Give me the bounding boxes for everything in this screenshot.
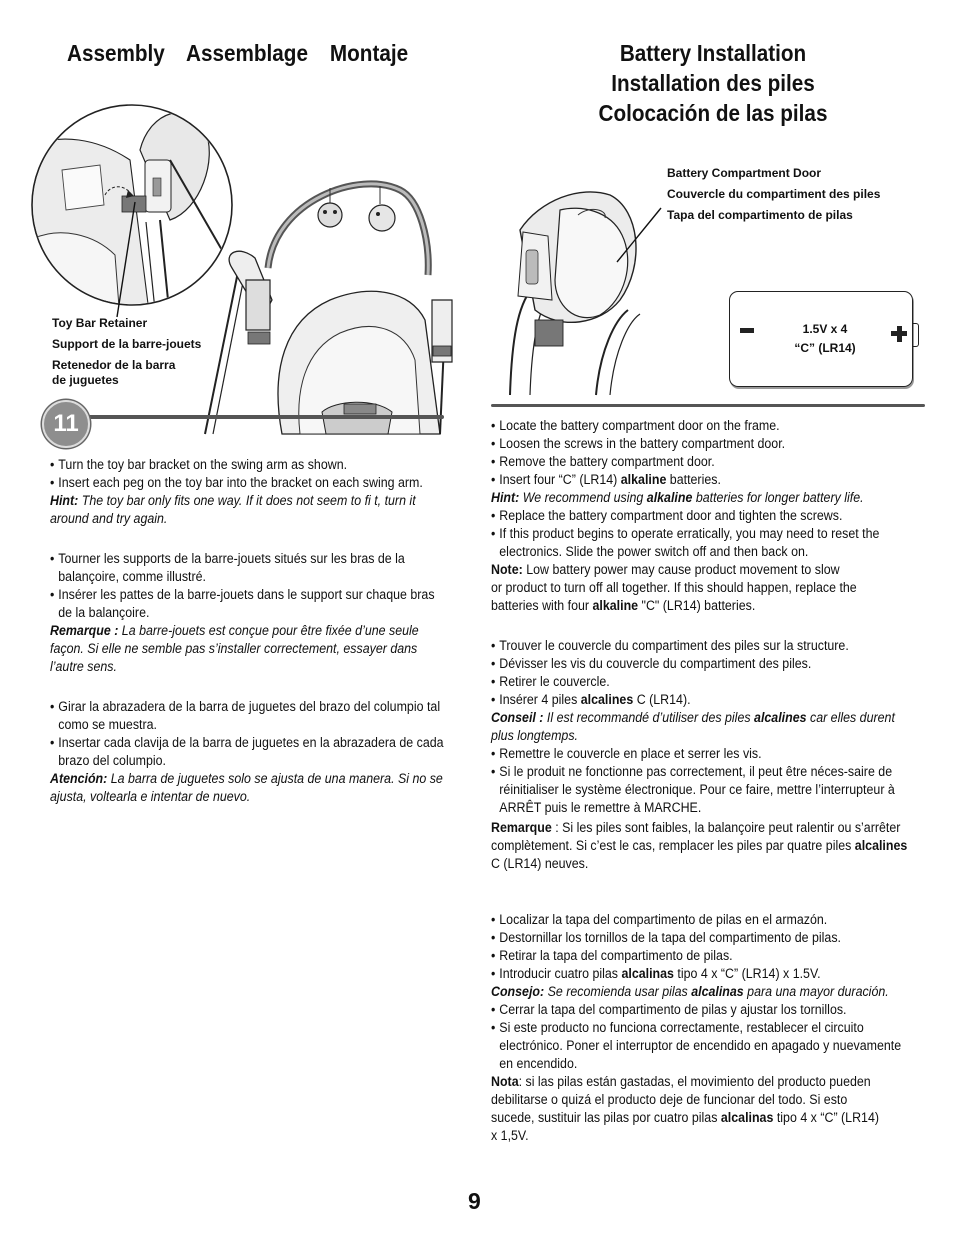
heading-battery-en: Battery Installation — [619, 40, 807, 66]
battery-door-callout — [667, 163, 880, 226]
battery-label — [770, 320, 880, 358]
list-item: • Retirar la tapa del compartimento de pilas. — [491, 947, 914, 965]
list-item: • If this product begins to operate erratically, you may need to reset the electronics. Slide the power switch off and then back on. — [491, 525, 914, 561]
list-item: • Tourner les supports de la barre-jouets situés sur les bras de la balançoire, comme illustré. — [50, 550, 450, 586]
list-item: • Girar la abrazadera de la barra de juguetes del brazo del columpio tal como se muestra. — [50, 698, 450, 734]
list-item: • Dévisser les vis du couvercle du compartiment des piles. — [491, 655, 914, 673]
list-item: • Trouver le couvercle du compartiment des piles sur la structure. — [491, 637, 914, 655]
list-item: • Insérer les pattes de la barre-jouets dans le support sur chaque bras de la balançoire. — [50, 586, 450, 622]
assembly-instructions — [50, 456, 485, 806]
list-item: • Retirer le couvercle. — [491, 673, 914, 691]
battery-type: “C” (LR14) — [794, 341, 856, 355]
note-en-line3: batteries with four alkaline "C" (LR14) batteries. — [491, 598, 756, 613]
heading-assemblage: Assemblage — [185, 40, 308, 66]
callout-toybar-es-2: de juguetes — [52, 373, 119, 387]
list-item: • Replace the battery compartment door and tighten the screws. — [491, 507, 914, 525]
note-es: Nota: si las pilas están gastadas, el movimiento del producto pueden debilitarse o quizá el producto deje de funcionar del todo. Si esto sucede, sustituir las pilas por cuatro pilas alcalinas tipo 4 x “C” (LR14) x 1,5V. — [491, 1074, 880, 1143]
list-item: • Si le produit ne fonctionne pas correctement, il peut être néces-saire de réinitialiser le système électronique. Pour ce faire, mettre l’interrupteur à ARRÊT puis le remettre à MARCHE. — [491, 763, 914, 817]
hint-es: Consejo: Se recomienda usar pilas alcalinas para una mayor duración. — [491, 984, 889, 999]
section-rule-left — [86, 415, 444, 419]
hint-en: Hint: The toy bar only fits one way. If it does not seem to fi t, turn it around and try again. — [50, 493, 416, 526]
list-item: • Loosen the screws in the battery compartment door. — [491, 435, 914, 453]
heading-battery-fr: Installation des piles — [611, 70, 815, 96]
page-number: 9 — [468, 1188, 481, 1214]
battery-diagram — [729, 291, 913, 387]
callout-toybar-es-1: Retenedor de la barra — [52, 358, 176, 372]
heading-montaje: Montaje — [329, 40, 409, 66]
step-number-badge: 11 — [42, 400, 90, 448]
minus-icon — [740, 328, 754, 333]
callout-toybar-fr: Support de la barre-jouets — [52, 337, 202, 351]
battery-voltage: 1.5V x 4 — [802, 322, 848, 336]
plus-icon-vertical — [897, 326, 902, 342]
note-en-line2: or product to turn off all together. If this should happen, replace the — [491, 580, 857, 595]
list-item: • Locate the battery compartment door on the frame. — [491, 417, 914, 435]
list-item: • Insertar cada clavija de la barra de juguetes en la abrazadera de cada brazo del columpio. — [50, 734, 450, 770]
list-item: • Insert each peg on the toy bar into the bracket on each swing arm. — [50, 474, 450, 492]
list-item: • Insérer 4 piles alcalines C (LR14). — [491, 691, 914, 709]
list-item: • Turn the toy bar bracket on the swing arm as shown. — [50, 456, 450, 474]
hint-es: Atención: La barra de juguetes solo se ajusta de una manera. Si no se ajusta, voltearla e intentar de nuevo. — [50, 771, 443, 804]
heading-battery-es: Colocación de las pilas — [598, 100, 828, 126]
battery-terminal — [913, 323, 919, 347]
callout-battery-en: Battery Compartment Door — [667, 166, 822, 180]
section-rule-right — [491, 404, 925, 407]
list-item: • Remettre le couvercle en place et serrer les vis. — [491, 745, 914, 763]
callout-battery-es: Tapa del compartimento de pilas — [667, 208, 853, 222]
list-item: • Cerrar la tapa del compartimento de pilas y ajustar los tornillos. — [491, 1001, 914, 1019]
hint-en: Hint: We recommend using alkaline batteries for longer battery life. — [491, 490, 864, 505]
list-item: • Introducir cuatro pilas alcalinas tipo 4 x “C” (LR14) x 1.5V. — [491, 965, 914, 983]
hint-fr: Remarque : La barre-jouets est conçue pour être fixée d’une seule façon. Si elle ne semble pas s’installer correctement, essayer dans l’autre sens. — [50, 623, 419, 674]
heading-assembly: Assembly — [67, 40, 165, 66]
list-item: • Insert four “C” (LR14) alkaline batteries. — [491, 471, 914, 489]
list-item: • Remove the battery compartment door. — [491, 453, 914, 471]
hint-fr: Conseil : Il est recommandé d’utiliser des piles alcalines car elles durent plus longtemps. — [491, 710, 895, 743]
callout-battery-fr: Couvercle du compartiment des piles — [667, 187, 881, 201]
callout-toybar-en: Toy Bar Retainer — [52, 316, 148, 330]
battery-instructions — [491, 417, 951, 1145]
note-en: Note: Low battery power may cause product movement to slow — [491, 562, 840, 577]
list-item: • Destornillar los tornillos de la tapa del compartimento de pilas. — [491, 929, 914, 947]
toy-bar-retainer-callout — [52, 313, 201, 388]
list-item: • Si este producto no funciona correctamente, restablecer el circuito electrónico. Poner el interruptor de encendido en apagado y nuevamente en encendido. — [491, 1019, 914, 1073]
note-fr: Remarque : Si les piles sont faibles, la balançoire peut ralentir ou s’arrêter complètement. Si c’est le cas, remplacer les piles par quatre piles alcalines C (LR14) neuves. — [491, 820, 908, 871]
list-item: • Localizar la tapa del compartimento de pilas en el armazón. — [491, 911, 914, 929]
